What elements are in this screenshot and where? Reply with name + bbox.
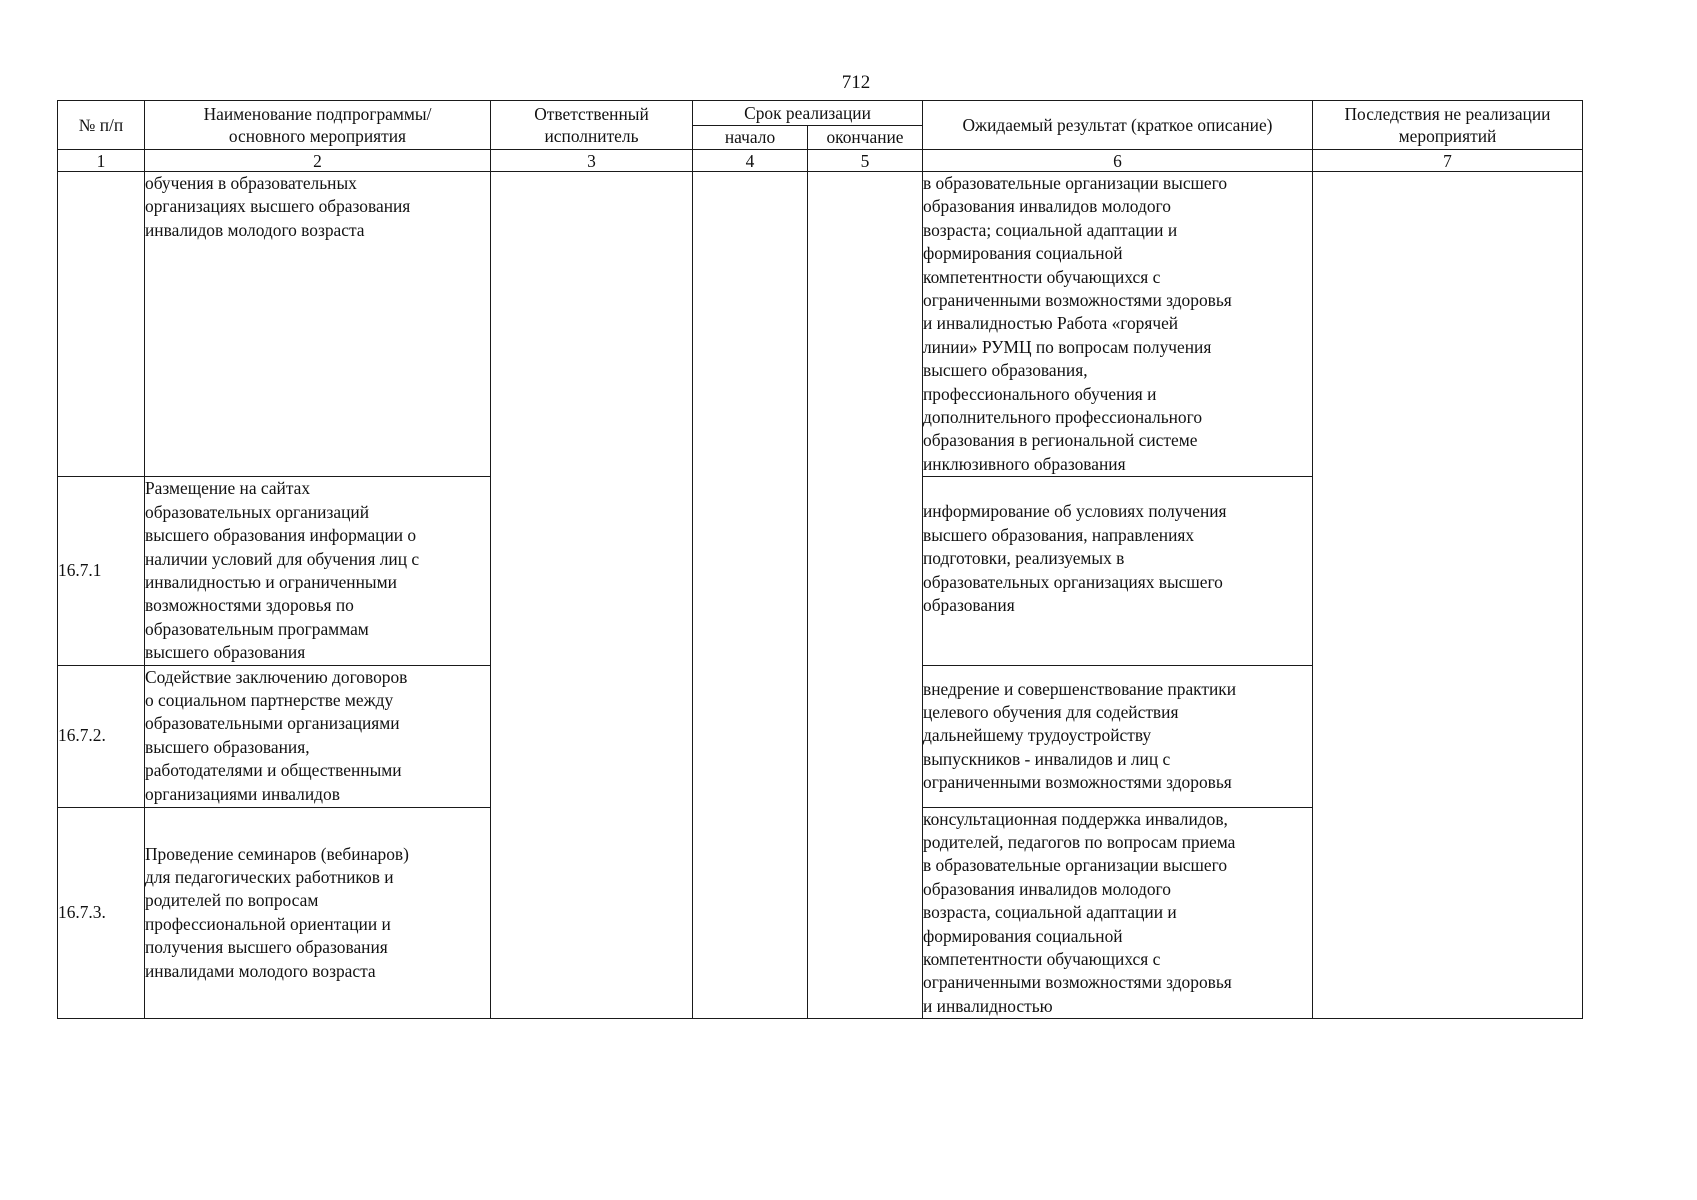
column-number: 1 (58, 150, 145, 172)
column-number: 5 (808, 150, 923, 172)
activities-table (57, 100, 1583, 1019)
column-number: 7 (1313, 150, 1583, 172)
column-number: 4 (693, 150, 808, 172)
column-numbers-row (58, 150, 1583, 172)
column-number: 6 (923, 150, 1313, 172)
header-number: № п/п (58, 101, 145, 150)
table-row (58, 172, 1583, 477)
row-result: консультационная поддержка инвалидов, родителей, педагогов по вопросам приема в образовательные организации высшего образования инвалидов молодого возраста, социальной адаптации и формирования социальной компетентности обучающихся с ограниченными возможностями здоровья и инвалидностью (923, 807, 1313, 1019)
row-result: внедрение и совершенствование практики целевого обучения для содействия дальнейшему трудоустройству выпускников - инвалидов и лиц с ограниченными возможностями здоровья (923, 665, 1313, 807)
header-name: Наименование подпрограммы/ основного мероприятия (145, 101, 491, 150)
row-name: обучения в образовательных организациях высшего образования инвалидов молодого возраста (145, 172, 491, 477)
row-number: 16.7.2. (58, 665, 145, 807)
header-result: Ожидаемый результат (краткое описание) (923, 101, 1313, 150)
row-number: 16.7.1 (58, 477, 145, 665)
table-header (58, 101, 1583, 172)
row-name: Размещение на сайтах образовательных организаций высшего образования информации о наличии условий для обучения лиц с инвалидностью и ограниченными возможностями здоровья по образовательным программам высшего образования (145, 477, 491, 665)
header-end: окончание (808, 126, 923, 150)
column-number: 2 (145, 150, 491, 172)
column-number: 3 (491, 150, 693, 172)
row-number (58, 172, 145, 477)
start-cell (693, 172, 808, 1019)
end-cell (808, 172, 923, 1019)
header-term: Срок реализации (693, 101, 923, 126)
row-number: 16.7.3. (58, 807, 145, 1019)
header-consequences: Последствия не реализации мероприятий (1313, 101, 1583, 150)
row-result: информирование об условиях получения высшего образования, направлениях подготовки, реализуемых в образовательных организациях высшего образования (923, 477, 1313, 665)
responsible-cell (491, 172, 693, 1019)
row-name: Проведение семинаров (вебинаров) для педагогических работников и родителей по вопросам профессиональной ориентации и получения высшего образования инвалидами молодого возраста (145, 807, 491, 1019)
consequences-cell (1313, 172, 1583, 1019)
header-start: начало (693, 126, 808, 150)
header-responsible: Ответственный исполнитель (491, 101, 693, 150)
page-number: 712 (841, 72, 871, 93)
row-name: Содействие заключению договоров о социальном партнерстве между образовательными организациями высшего образования, работодателями и общественными организациями инвалидов (145, 665, 491, 807)
row-result: в образовательные организации высшего образования инвалидов молодого возраста; социальной адаптации и формирования социальной компетентности обучающихся с ограниченными возможностями здоровья и инвалидностью Работа «горячей линии» РУМЦ по вопросам получения высшего образования, профессионального обучения и дополнительного профессионального образования в региональной системе инклюзивного образования (923, 172, 1313, 477)
